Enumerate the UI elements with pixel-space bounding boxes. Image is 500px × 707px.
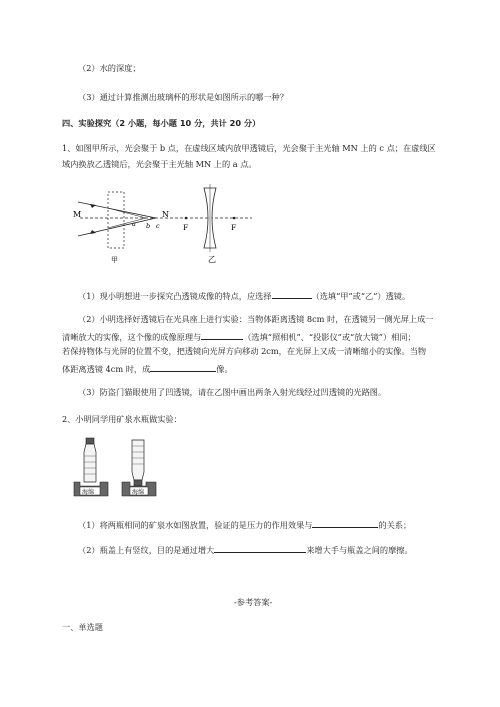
problem-2-sub-2-text-b: 来增大手与瓶盖之间的摩擦。: [306, 545, 413, 555]
ray-upper: [78, 202, 156, 218]
problem-1-line-1: 1、如图甲所示，光会聚于 b 点，在虚线区域内放甲透镜后，光会聚于主光轴 MN 上的 c 点；在虚线区: [62, 143, 436, 153]
problem-1-line-2: 域内换放乙透镜后，光会聚于主光轴 MN 上的 a 点。: [62, 159, 257, 169]
problem-1-sub-2-line-4: [62, 362, 233, 375]
problem-1-sub-2-text-b: （选填“照相机”、“投影仪”或“放大镜”）相同；: [243, 332, 416, 342]
problem-2-sub-2: [78, 543, 413, 556]
label-c: c: [156, 222, 160, 230]
answer-blank-lens-choice[interactable]: [272, 289, 312, 299]
sponge-1: [74, 482, 108, 496]
bottle-upright: [84, 438, 96, 482]
problem-1-sub-2-line-1: （2）小明选择好透镜后在光具座上进行实验：当物体距离透镜 8cm 时，在透镜另一侧光屏上成一: [78, 314, 434, 324]
label-F-right: F: [231, 223, 237, 232]
ray-lower-extend: [108, 218, 146, 228]
ray-upper-extend: [108, 208, 146, 218]
focal-point-left: [185, 217, 188, 220]
bottle-inverted: [132, 440, 144, 486]
section-4-title: 四、实验探究（2 小题，每小题 10 分，共计 20 分）: [62, 118, 261, 128]
problem-1-sub-2-text-c: 体距离透镜 4cm 时，成: [62, 364, 151, 374]
problem-1-sub-2-line-3: 若保持物体与光屏的位置不变，把透镜向光屏方向移动 2cm，在光屏上又成一清晰缩小的实像。当物: [62, 346, 427, 356]
q2-item: （2）水的深度；: [78, 63, 141, 73]
q3-item: （3）通过计算推测出玻璃杯的形状是如图所示的哪一种？: [78, 92, 288, 102]
problem-2-sub-1-text-b: 的关系；: [378, 520, 412, 530]
sponge-label-2: 海绵: [132, 489, 145, 496]
sponge-label-1: 海绵: [82, 489, 95, 496]
arrow-head-upper: [90, 204, 96, 208]
answer-blank-imaging-principle[interactable]: [201, 330, 243, 340]
problem-1-sub-1-text-b: （选填“甲”或“乙”）透镜。: [311, 291, 411, 301]
answer-section-1: 一、单选题: [62, 622, 103, 632]
lens-figure: [68, 180, 268, 272]
answer-blank-pressure-factor[interactable]: [312, 518, 378, 528]
caption-jia: 甲: [111, 256, 118, 264]
label-N: N: [162, 210, 169, 219]
label-a: a: [132, 220, 136, 228]
problem-1-sub-3: （3）防盗门猫眼使用了凹透镜，请在乙图中画出两条入射光线经过凹透镜的光路图。: [78, 387, 387, 397]
problem-1-sub-2-text-d: 像。: [216, 364, 233, 374]
problem-2-sub-1-text-a: （1）将两瓶相同的矿泉水如图放置，验证的是压力的作用效果与: [78, 520, 313, 530]
answer-blank-friction-factor[interactable]: [214, 543, 306, 553]
caption-yi: 乙: [208, 255, 216, 264]
problem-1-sub-1: [78, 289, 410, 302]
label-M: M: [73, 210, 82, 219]
ray-lower: [78, 218, 156, 236]
answer-blank-image-type[interactable]: [150, 362, 216, 372]
dashed-lens-region: [108, 192, 124, 248]
answer-title: -参考答案-: [234, 597, 273, 607]
problem-1-sub-2-text-a: 清晰放大的实像，这个像的成像原理与: [62, 332, 202, 342]
problem-2-line-1: 2、小明同学用矿泉水瓶做实验：: [62, 414, 182, 424]
label-b: b: [146, 222, 151, 230]
problem-1-sub-1-text-a: （1）现小明想进一步探究凸透镜成像的特点，应选择: [78, 291, 272, 301]
problem-1-sub-2-line-2: [62, 330, 416, 343]
bottles-figure: [72, 436, 182, 500]
problem-2-sub-2-text-a: （2）瓶盖上有竖纹，目的是通过增大: [78, 545, 215, 555]
label-F-left: F: [183, 223, 189, 232]
focal-point-right: [233, 217, 236, 220]
problem-2-sub-1: [78, 518, 411, 531]
